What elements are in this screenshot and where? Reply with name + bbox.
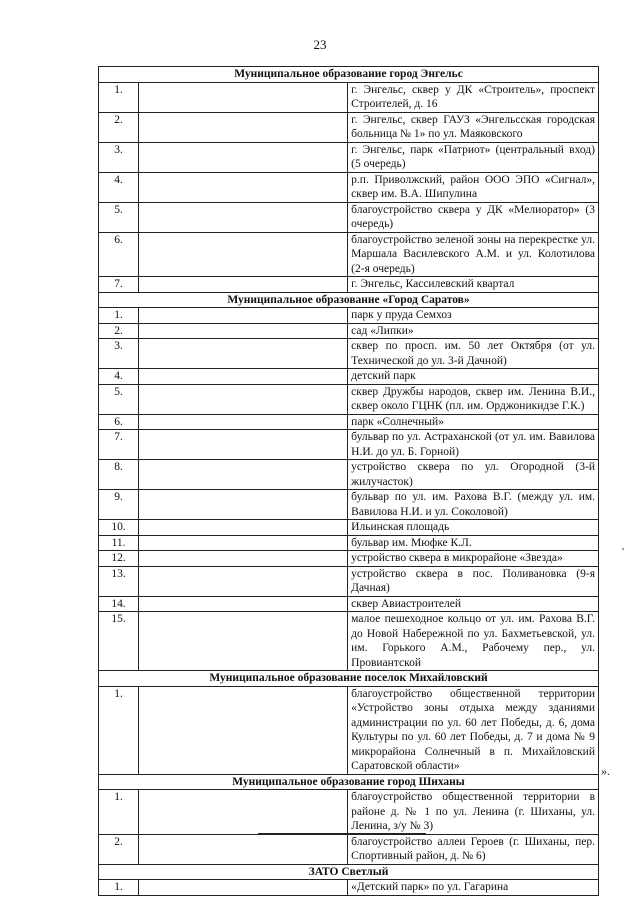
empty-cell [139,790,348,835]
territory-name: устройство сквера по ул. Огородной (3-й жилучасток) [348,460,599,490]
row-number: 9. [99,490,139,520]
table-row [99,834,599,864]
table-row [99,612,599,671]
row-number: 3. [99,339,139,369]
empty-cell [139,490,348,520]
empty-cell [139,551,348,567]
section-header-row [99,671,599,687]
row-number: 3. [99,142,139,172]
table-row [99,520,599,536]
row-number: 1. [99,308,139,324]
table-row [99,414,599,430]
row-number: 4. [99,172,139,202]
table-row [99,142,599,172]
empty-cell [139,686,348,774]
row-number: 12. [99,551,139,567]
table-row [99,566,599,596]
territory-name: сквер по просп. им. 50 лет Октября (от ул. Технической до ул. 3-й Дачной) [348,339,599,369]
row-number: 10. [99,520,139,536]
territory-name: г. Энгельс, парк «Патриот» (центральный вход) (5 очередь) [348,142,599,172]
territory-name: г. Энгельс, Кассилевский квартал [348,277,599,293]
table-row [99,790,599,835]
section-header-row [99,864,599,880]
territory-name: благоустройство общественной территории «Устройство зоны отдыха между зданиями администрации по ул. 60 лет Победы, д. 6, дома Культуры по ул. 60 лет Победы, д. 7 и дома № 9 микрорайона Солнечный в п. Михайловский Саратовской области» [348,686,599,774]
section-header-row [99,292,599,308]
territory-name: малое пешеходное кольцо от ул. им. Рахова В.Г. до Новой Набережной по ул. Бахметьевской, ул. им. Горького А.М., Рабочему пер., ул. Провиантской [348,612,599,671]
table-body [99,67,599,896]
table-row [99,490,599,520]
empty-cell [139,323,348,339]
row-number: 14. [99,596,139,612]
row-number: 1. [99,790,139,835]
table-row [99,172,599,202]
territory-name: сквер Дружбы народов, сквер им. Ленина В.И., сквер около ГЦНК (пл. им. Орджоникидзе Г.К.) [348,384,599,414]
empty-cell [139,202,348,232]
bottom-divider-line [258,833,426,834]
row-number: 15. [99,612,139,671]
row-number: 7. [99,430,139,460]
row-number: 8. [99,460,139,490]
table-row [99,339,599,369]
territory-name: детский парк [348,369,599,385]
empty-cell [139,308,348,324]
empty-cell [139,232,348,277]
empty-cell [139,612,348,671]
section-title: Муниципальное образование поселок Михайловский [99,671,599,687]
empty-cell [139,339,348,369]
empty-cell [139,172,348,202]
empty-cell [139,520,348,536]
row-number: 13. [99,566,139,596]
table-row [99,535,599,551]
empty-cell [139,566,348,596]
row-number: 1. [99,686,139,774]
territory-name: бульвар по ул. Астраханской (от ул. им. Вавилова Н.И. до ул. Б. Горной) [348,430,599,460]
row-number: 1. [99,82,139,112]
table-row [99,880,599,896]
section-header-row [99,774,599,790]
table-row [99,308,599,324]
territory-name: г. Энгельс, сквер у ДК «Строитель», проспект Строителей, д. 16 [348,82,599,112]
empty-cell [139,535,348,551]
row-number: 5. [99,202,139,232]
empty-cell [139,82,348,112]
margin-mark: ' [622,546,624,558]
territory-name: парк у пруда Семхоз [348,308,599,324]
territories-table [98,66,599,896]
empty-cell [139,277,348,293]
territory-name: сквер Авиастроителей [348,596,599,612]
empty-cell [139,834,348,864]
territory-name: сад «Липки» [348,323,599,339]
page-number: 23 [313,37,327,52]
section-title: Муниципальное образование «Город Саратов» [99,292,599,308]
row-number: 2. [99,834,139,864]
territory-name: бульвар им. Мюфке К.Л. [348,535,599,551]
table-row [99,112,599,142]
row-number: 2. [99,323,139,339]
row-number: 6. [99,414,139,430]
territory-name: бульвар по ул. им. Рахова В.Г. (между ул. им. Вавилова Н.И. и ул. Соколовой) [348,490,599,520]
section-title: Муниципальное образование город Энгельс [99,67,599,83]
empty-cell [139,414,348,430]
territory-name: г. Энгельс, сквер ГАУЗ «Энгельсская городская больница № 1» по ул. Маяковского [348,112,599,142]
row-number: 11. [99,535,139,551]
row-number: 1. [99,880,139,896]
closing-quote-mark: ». [601,764,610,778]
table-row [99,202,599,232]
territory-name: благоустройство сквера у ДК «Мелиоратор» (3 очередь) [348,202,599,232]
empty-cell [139,460,348,490]
row-number: 7. [99,277,139,293]
table-row [99,460,599,490]
territory-name: благоустройство зеленой зоны на перекрестке ул. Маршала Василевского А.М. и ул. Колотилова (2-я очередь) [348,232,599,277]
territory-name: благоустройство аллеи Героев (г. Шиханы, пер. Спортивный район, д. № 6) [348,834,599,864]
table-row [99,551,599,567]
territory-name: благоустройство общественной территории в районе д. № 1 по ул. Ленина (г. Шиханы, ул. Ленина, з/у № 3) [348,790,599,835]
empty-cell [139,430,348,460]
empty-cell [139,384,348,414]
empty-cell [139,880,348,896]
section-title: Муниципальное образование город Шиханы [99,774,599,790]
table-row [99,384,599,414]
territory-name: устройство сквера в микрорайоне «Звезда» [348,551,599,567]
territory-name: устройство сквера в пос. Поливановка (9-я Дачная) [348,566,599,596]
row-number: 5. [99,384,139,414]
empty-cell [139,112,348,142]
empty-cell [139,369,348,385]
row-number: 2. [99,112,139,142]
table-row [99,596,599,612]
row-number: 6. [99,232,139,277]
empty-cell [139,596,348,612]
section-header-row [99,67,599,83]
territory-name: р.п. Приволжский, район ООО ЭПО «Сигнал», сквер им. В.А. Шипулина [348,172,599,202]
territory-name: «Детский парк» по ул. Гагарина [348,880,599,896]
empty-cell [139,142,348,172]
table-row [99,232,599,277]
table-row [99,82,599,112]
table-row [99,430,599,460]
territory-name: парк «Солнечный» [348,414,599,430]
table-row [99,369,599,385]
table-row [99,686,599,774]
territory-name: Ильинская площадь [348,520,599,536]
row-number: 4. [99,369,139,385]
section-title: ЗАТО Светлый [99,864,599,880]
table-row [99,323,599,339]
table-row [99,277,599,293]
